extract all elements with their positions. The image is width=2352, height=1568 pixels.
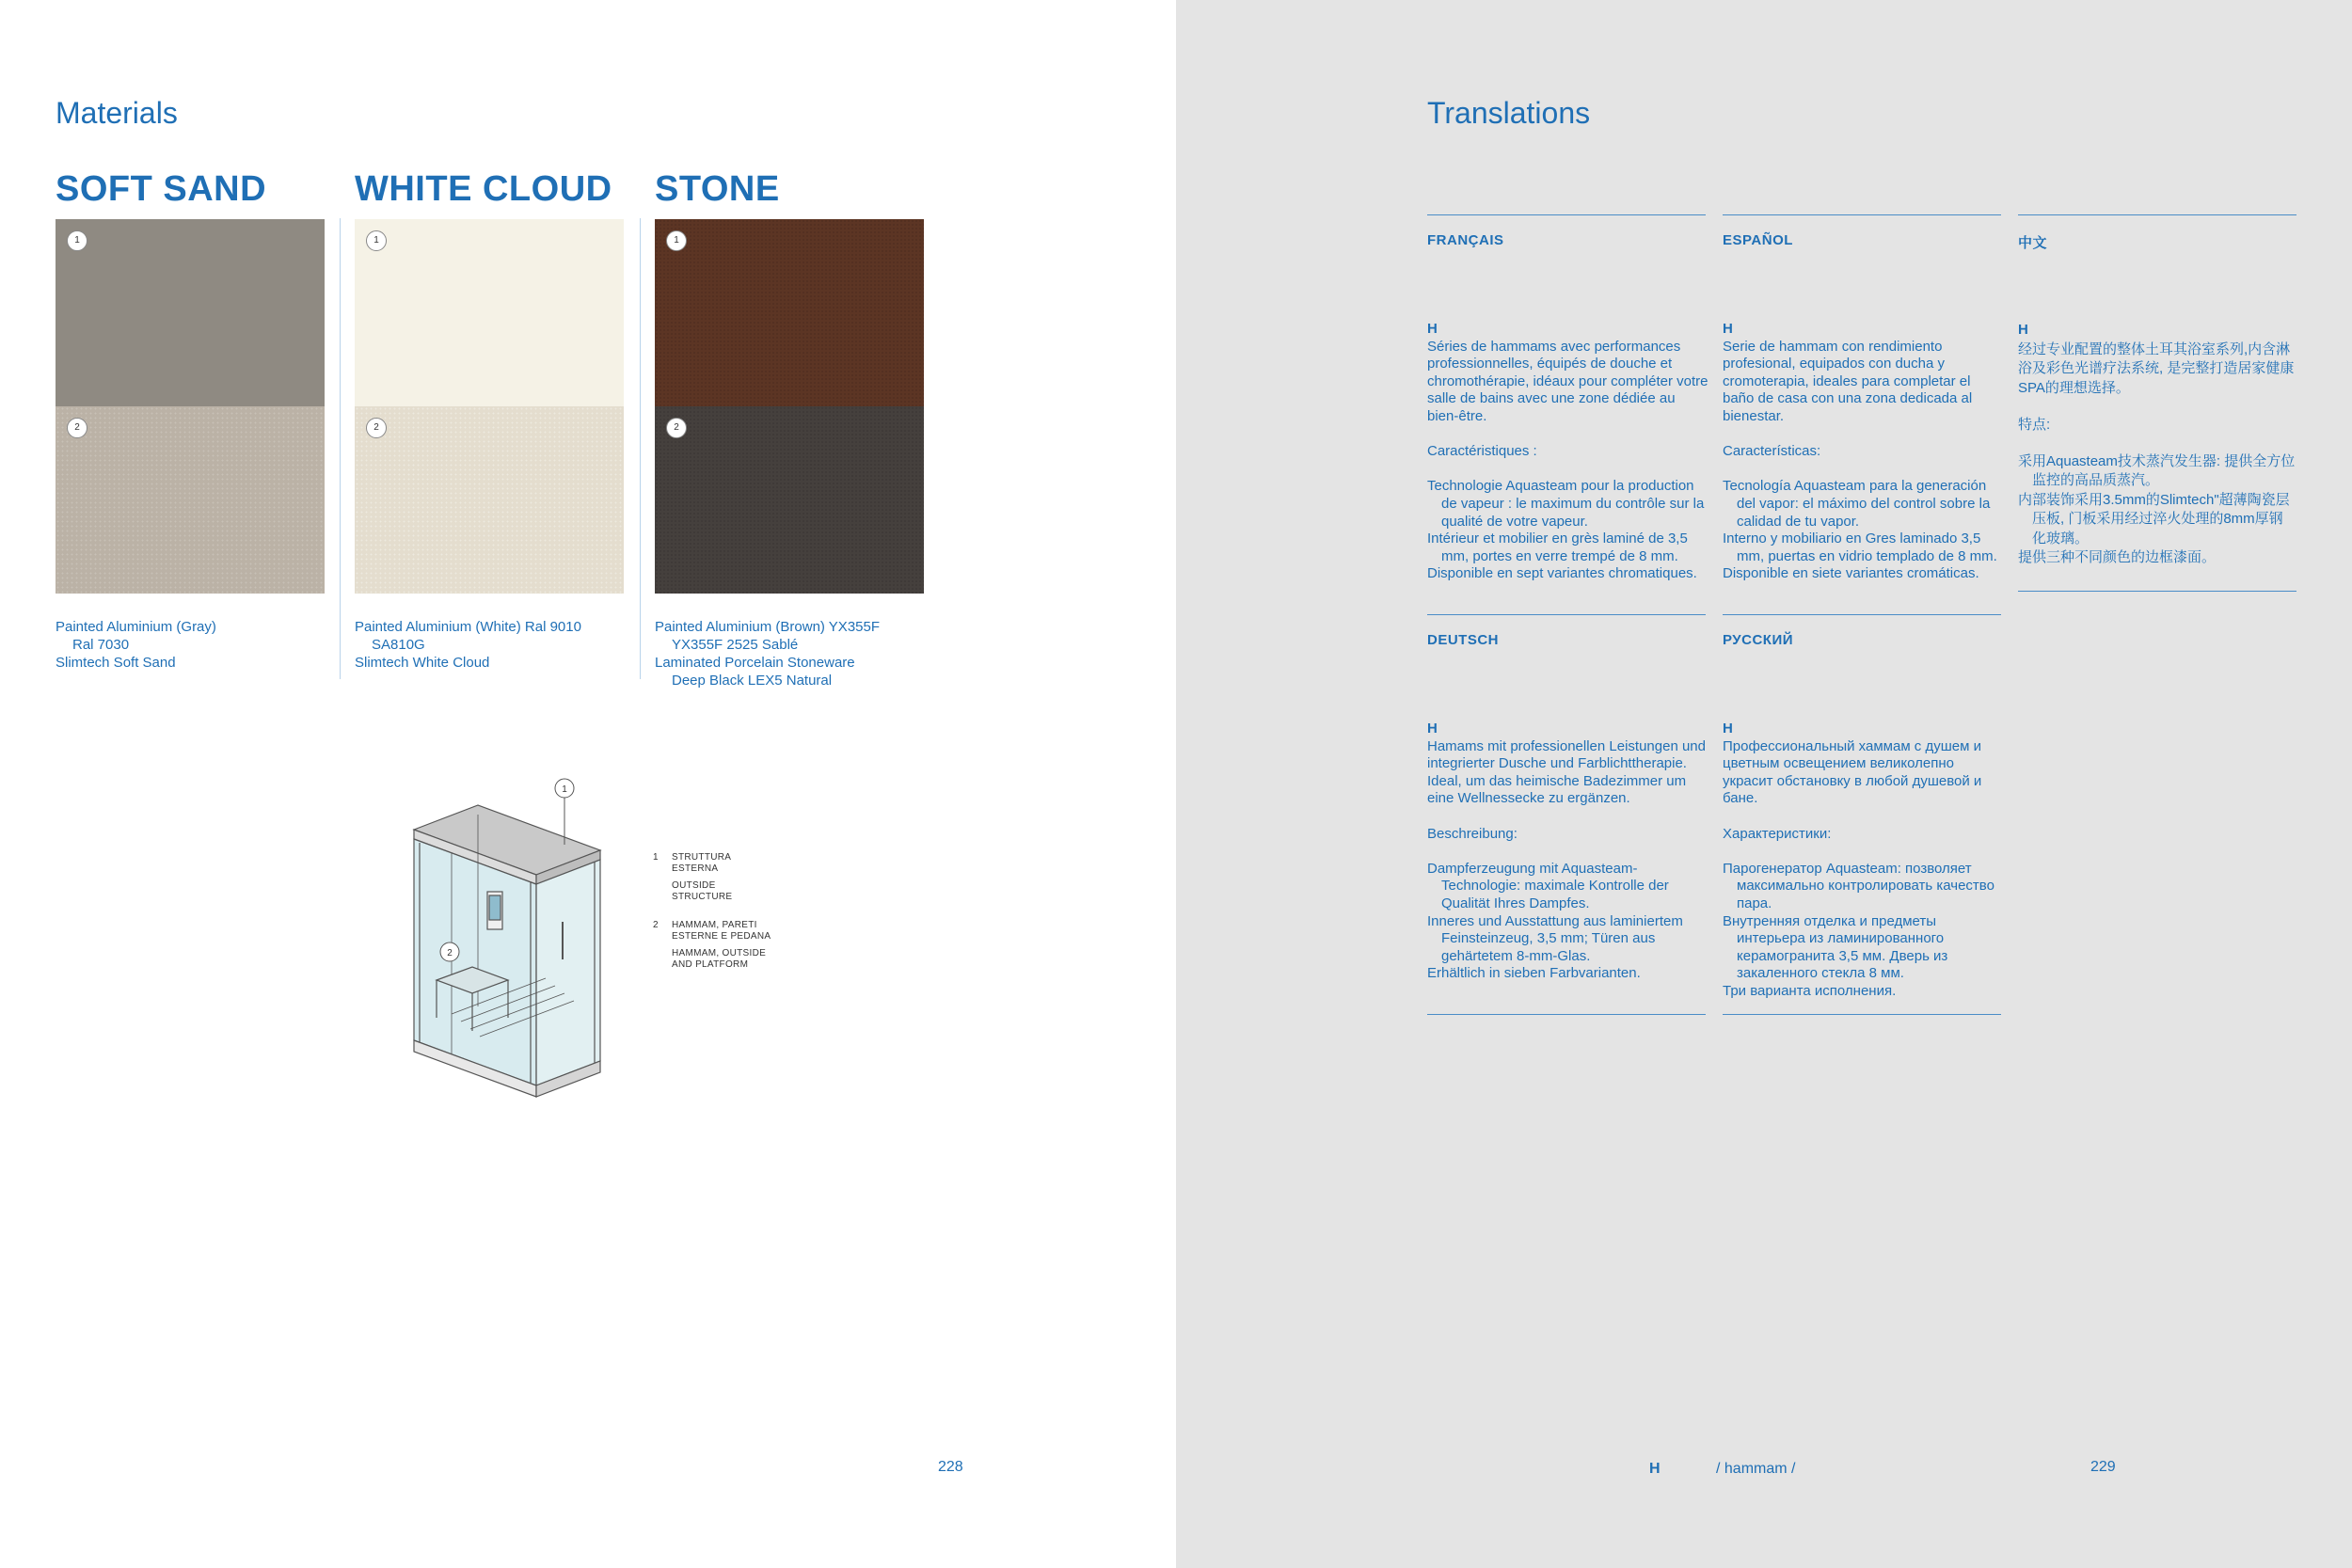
translation-french bbox=[1427, 214, 1706, 610]
diagram-callout-1 bbox=[555, 779, 574, 798]
callout-number: 1 bbox=[562, 784, 567, 795]
language-label: FRANÇAIS bbox=[1427, 232, 1504, 248]
callout-number: 2 bbox=[447, 948, 453, 958]
translation-body bbox=[1723, 321, 2005, 583]
language-label: 中文 bbox=[2018, 235, 2048, 251]
features-title: Caractéristiques : bbox=[1427, 443, 1537, 460]
material-name: STONE bbox=[655, 169, 780, 209]
product-letter: H bbox=[1723, 321, 1733, 337]
language-label: DEUTSCH bbox=[1427, 632, 1500, 648]
translations-title: Translations bbox=[1427, 96, 1591, 130]
legend-label-it: HAMMAM, PARETI bbox=[672, 920, 757, 930]
footer-letter: H bbox=[1649, 1461, 1661, 1477]
material-stone bbox=[655, 169, 928, 689]
swatch-badge: 2 bbox=[366, 418, 387, 438]
legend-label-it: STRUTTURA bbox=[672, 852, 732, 863]
material-line: Slimtech Soft Sand bbox=[56, 655, 176, 671]
swatch-badge: 1 bbox=[366, 230, 387, 251]
feature-item: Intérieur et mobilier en grès laminé de 3,5 mm, portes en verre trempé de 8 mm. bbox=[1427, 531, 1688, 564]
feature-item: 内部装饰采用3.5mm的Slimtech"超薄陶瓷层压板, 门板采用经过淬火处理的8mm厚钢化玻璃。 bbox=[2018, 491, 2290, 546]
material-name: SOFT SAND bbox=[56, 169, 267, 209]
feature-item: Внутренняя отделка и предметы интерьера из ламинированного керамогранита 3,5 мм. Дверь из закаленного стекла 8 мм. bbox=[1723, 912, 1948, 982]
product-letter: H bbox=[1427, 721, 1438, 736]
swatch-outside-structure bbox=[56, 219, 325, 406]
intro-text: 经过专业配置的整体土耳其浴室系列,内含淋浴及彩色光谱疗法系统, 是完整打造居家健康SPA的理想选择。 bbox=[2018, 341, 2295, 396]
legend-label-en: OUTSIDE bbox=[672, 880, 716, 891]
swatch-hammam-platform bbox=[655, 406, 924, 594]
page-number-left: 228 bbox=[938, 1459, 963, 1475]
translation-body bbox=[1723, 721, 2005, 1001]
material-line: Painted Aluminium (Brown) YX355F bbox=[655, 619, 881, 635]
feature-item: Disponible en siete variantes cromáticas. bbox=[1723, 565, 1979, 582]
intro-text: Séries de hammams avec performances professionnelles, équipés de douche et chromothérapie, idéaux pour compléter votre salle de bains avec une zone dédiée au bien-être. bbox=[1427, 338, 1708, 424]
divider bbox=[1723, 1014, 2001, 1015]
intro-text: Hamams mit professionellen Leistungen und integrierter Dusche und Farblichttherapie. Ideal, um das heimische Badezimmer um eine Wellnessecke zu ergänzen. bbox=[1427, 737, 1706, 807]
legend-item bbox=[653, 852, 771, 903]
material-line: Painted Aluminium (White) Ral 9010 bbox=[355, 619, 581, 635]
feature-item: Erhältlich in sieben Farbvarianten. bbox=[1427, 965, 1641, 982]
feature-item: 提供三种不同颜色的边框漆面。 bbox=[2018, 549, 2217, 566]
material-line: Laminated Porcelain Stoneware bbox=[655, 655, 855, 671]
swatch-hammam-platform bbox=[355, 406, 624, 594]
materials-title: Materials bbox=[56, 96, 178, 130]
feature-item: Три варианта исполнения. bbox=[1723, 982, 1897, 999]
intro-text: Serie de hammam con rendimiento profesional, equipados con ducha y cromoterapia, ideales para completar el baño de casa con una zona dedicada al bienestar. bbox=[1723, 338, 1973, 424]
footer-category: / hammam / bbox=[1716, 1461, 1796, 1477]
swatch-outside-structure bbox=[355, 219, 624, 406]
diagram-callout-2 bbox=[440, 942, 459, 961]
hammam-diagram bbox=[395, 771, 621, 1110]
legend-number: 2 bbox=[653, 920, 659, 930]
translation-body bbox=[1427, 721, 1709, 983]
material-description bbox=[655, 618, 928, 689]
material-name: WHITE CLOUD bbox=[355, 169, 612, 209]
legend-label-it: ESTERNE E PEDANA bbox=[672, 931, 771, 942]
swatch-badge: 1 bbox=[666, 230, 687, 251]
product-letter: H bbox=[2018, 322, 2028, 338]
features-title: 特点: bbox=[2018, 416, 2051, 433]
feature-item: Interno y mobiliario en Gres laminado 3,5 mm, puertas en vidrio templado de 8 mm. bbox=[1723, 531, 1997, 564]
divider bbox=[1427, 1014, 1706, 1015]
material-line: YX355F 2525 Sablé bbox=[672, 637, 799, 653]
swatch-hammam-platform bbox=[56, 406, 325, 594]
diagram-legend bbox=[653, 852, 771, 988]
features-title: Характеристики: bbox=[1723, 825, 1832, 842]
swatch-badge: 2 bbox=[67, 418, 87, 438]
swatch-outside-structure bbox=[655, 219, 924, 406]
material-soft-sand bbox=[56, 169, 328, 672]
material-line: SA810G bbox=[372, 637, 425, 653]
feature-item: Парогенератор Aquasteam: позволяет максимально контролировать качество пара. bbox=[1723, 860, 1994, 911]
divider bbox=[2018, 591, 2296, 592]
translation-chinese bbox=[2018, 214, 2296, 592]
material-white-cloud bbox=[355, 169, 628, 672]
feature-item: 采用Aquasteam技术蒸汽发生器: 提供全方位监控的高品质蒸汽。 bbox=[2018, 452, 2296, 489]
feature-item: Disponible en sept variantes chromatiques. bbox=[1427, 565, 1697, 582]
features-title: Beschreibung: bbox=[1427, 825, 1518, 842]
material-line: Painted Aluminium (Gray) bbox=[56, 619, 216, 635]
material-description bbox=[355, 618, 628, 672]
material-line: Deep Black LEX5 Natural bbox=[672, 673, 833, 689]
intro-text: Профессиональный хаммам с душем и цветным освещением великолепно украсит обстановку в любой душевой и бане. bbox=[1723, 737, 1982, 807]
material-line: Slimtech White Cloud bbox=[355, 655, 490, 671]
legend-label-en: AND PLATFORM bbox=[672, 959, 749, 970]
language-label: РУССКИЙ bbox=[1723, 632, 1794, 648]
material-description bbox=[56, 618, 328, 672]
product-letter: H bbox=[1427, 321, 1438, 337]
legend-label-en: STRUCTURE bbox=[672, 892, 733, 902]
translation-russian bbox=[1723, 614, 2001, 1016]
translation-body bbox=[2018, 321, 2296, 568]
feature-item: Tecnología Aquasteam para la generación del vapor: el máximo del control sobre la calidad de tu vapor. bbox=[1723, 478, 1991, 530]
feature-item: Dampferzeugung mit Aquasteam-Technologie: maximale Kontrolle der Qualität Ihres Dampfes. bbox=[1427, 860, 1669, 911]
material-line: Ral 7030 bbox=[72, 637, 130, 653]
legend-number: 1 bbox=[653, 852, 659, 863]
translation-body bbox=[1427, 321, 1709, 583]
legend-label-en: HAMMAM, OUTSIDE bbox=[672, 948, 767, 958]
translation-german bbox=[1427, 614, 1706, 1016]
swatch-badge: 1 bbox=[67, 230, 87, 251]
swatch-badge: 2 bbox=[666, 418, 687, 438]
translation-spanish bbox=[1723, 214, 2001, 610]
features-title: Características: bbox=[1723, 443, 1821, 460]
legend-label-it: ESTERNA bbox=[672, 863, 719, 874]
column-divider bbox=[340, 218, 341, 679]
legend-item bbox=[653, 920, 771, 971]
feature-item: Inneres und Ausstattung aus laminiertem Feinsteinzeug, 3,5 mm; Türen aus gehärtetem 8-mm-Glas. bbox=[1427, 912, 1683, 964]
right-page bbox=[1176, 0, 2352, 1568]
product-letter: H bbox=[1723, 721, 1733, 736]
column-divider bbox=[640, 218, 641, 679]
language-label: ESPAÑOL bbox=[1723, 232, 1793, 248]
feature-item: Technologie Aquasteam pour la production de vapeur : le maximum du contrôle sur la qualité de votre vapeur. bbox=[1427, 478, 1705, 530]
page-number-right: 229 bbox=[2090, 1459, 2116, 1475]
